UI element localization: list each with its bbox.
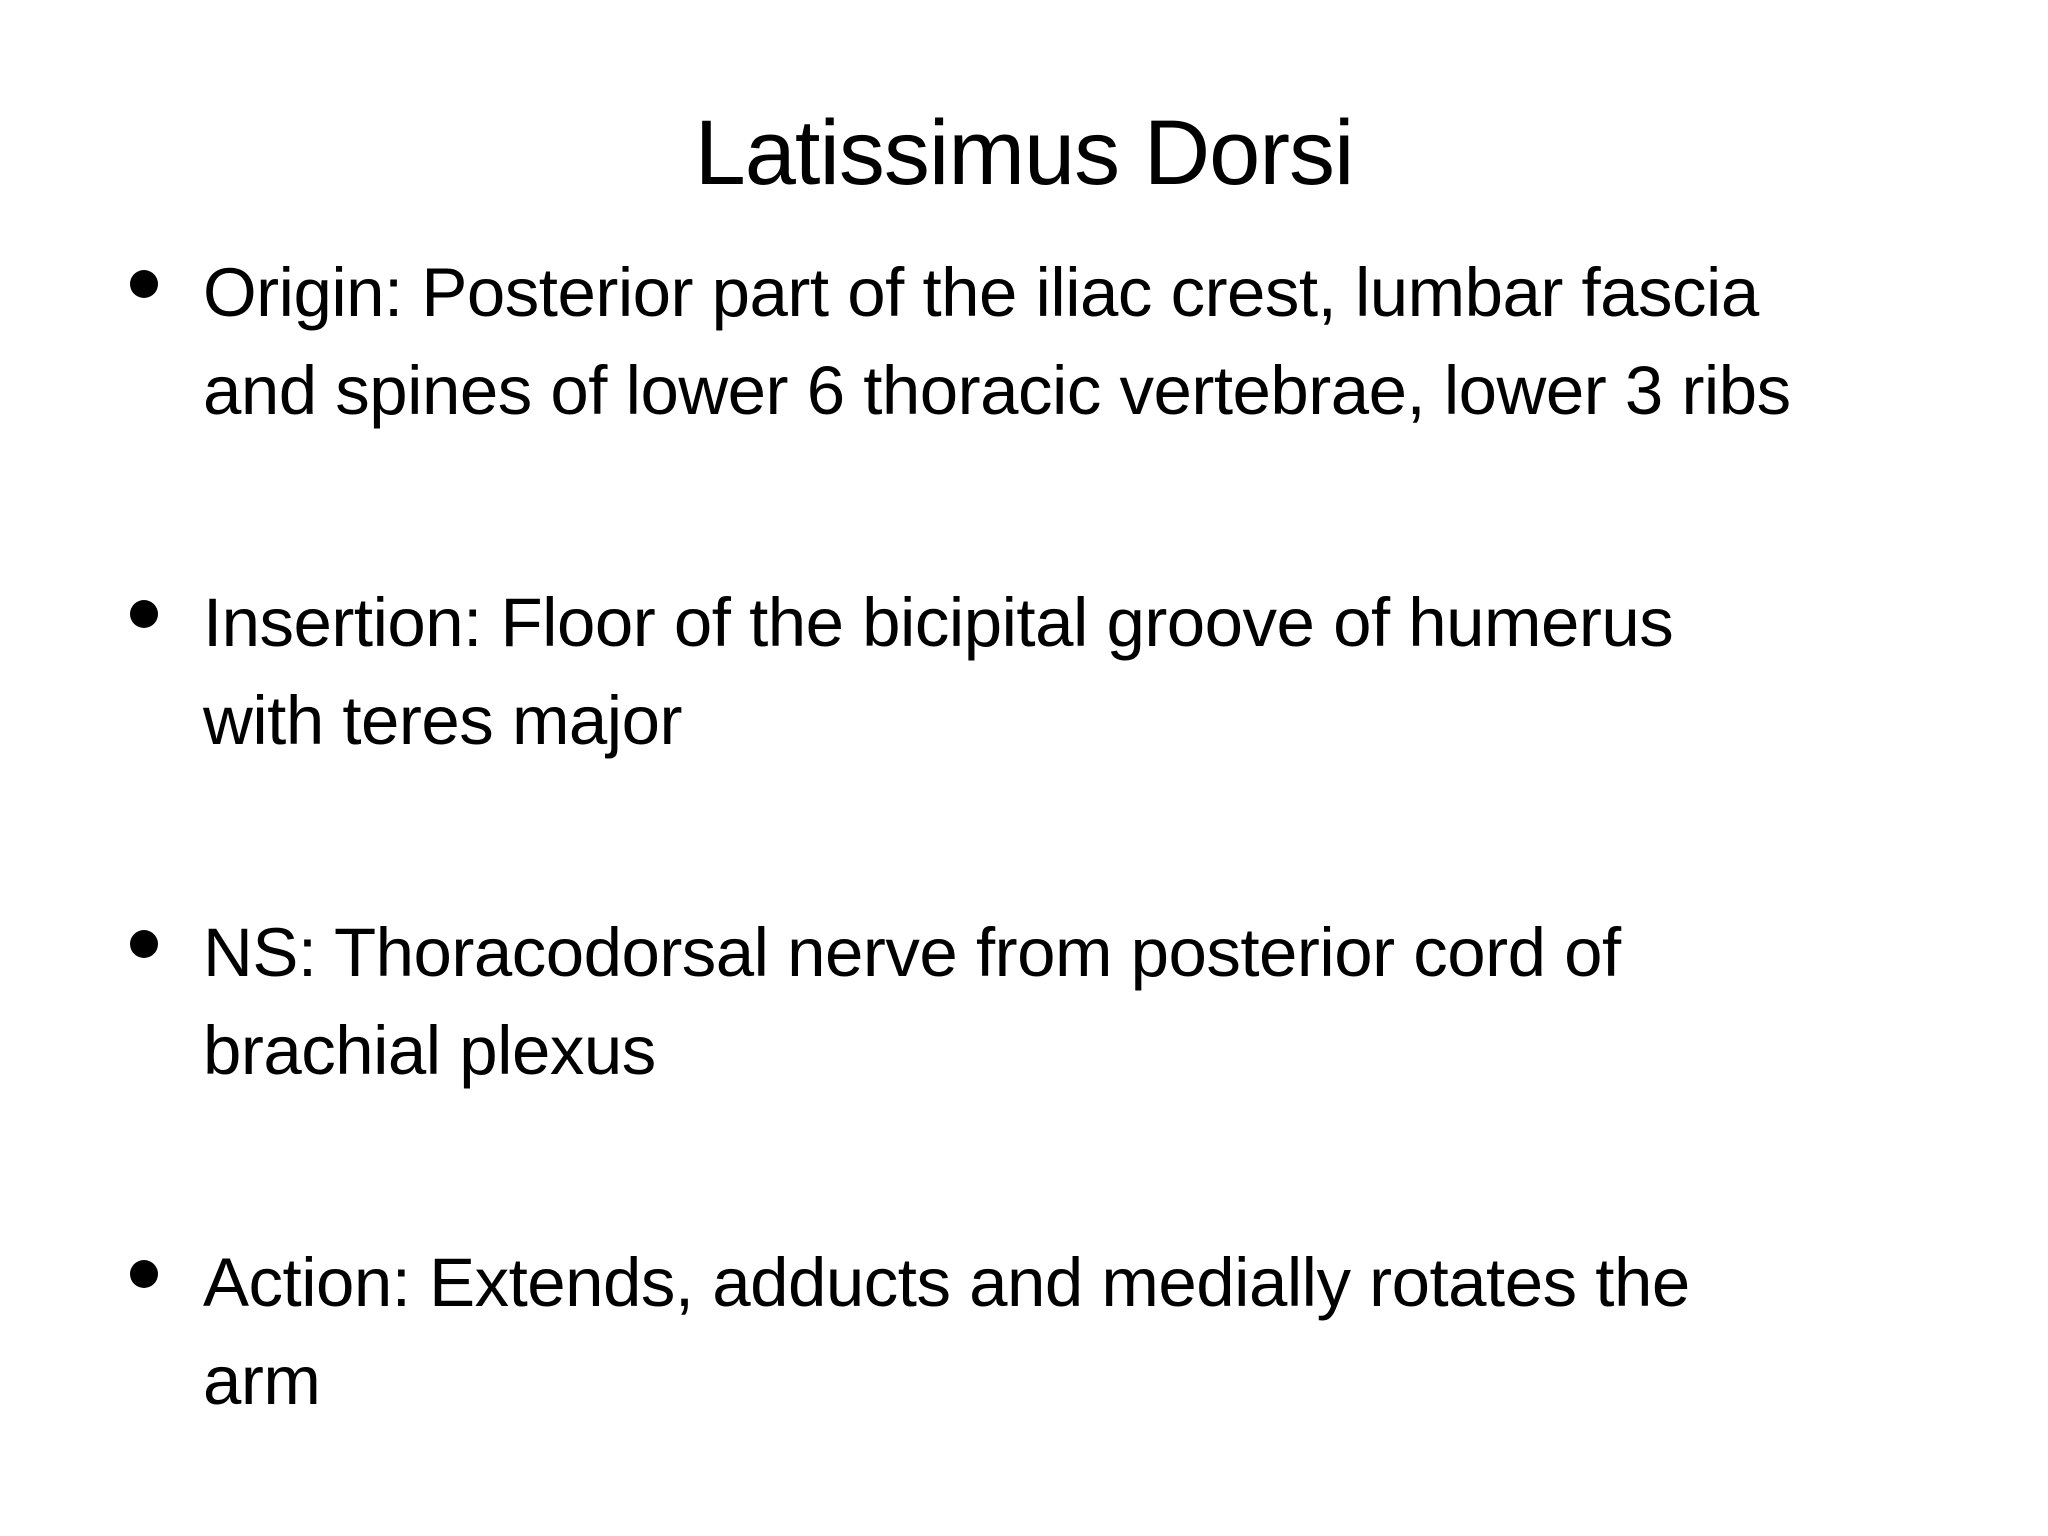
bullet-insertion-line-1: Insertion: Floor of the bicipital groove of humerus <box>203 584 1674 661</box>
bullet-origin-text <box>203 244 1993 440</box>
slide-title: Latissimus Dorsi <box>694 102 1354 204</box>
bullet-point-icon <box>130 600 158 628</box>
bullet-point-icon <box>130 270 158 298</box>
bullet-point-icon <box>130 930 158 958</box>
bullet-nerve-supply-text <box>203 904 1993 1100</box>
bullet-origin-line-1: Origin: Posterior part of the iliac crest, lumbar fascia <box>203 254 1759 331</box>
bullet-origin-line-2: and spines of lower 6 thoracic vertebrae, lower 3 ribs <box>203 352 1791 429</box>
bullet-action-line-2: arm <box>203 1342 321 1419</box>
bullet-insertion-line-2: with teres major <box>203 682 682 759</box>
bullet-nerve-supply-line-2: brachial plexus <box>203 1012 656 1089</box>
bullet-nerve-supply-line-1: NS: Thoracodorsal nerve from posterior cord of <box>203 914 1621 991</box>
bullet-action-line-1: Action: Extends, adducts and medially rotates the <box>203 1244 1690 1321</box>
bullet-insertion-text <box>203 574 1993 770</box>
bullet-point-icon <box>130 1260 158 1288</box>
bullet-action-text <box>203 1234 1993 1430</box>
